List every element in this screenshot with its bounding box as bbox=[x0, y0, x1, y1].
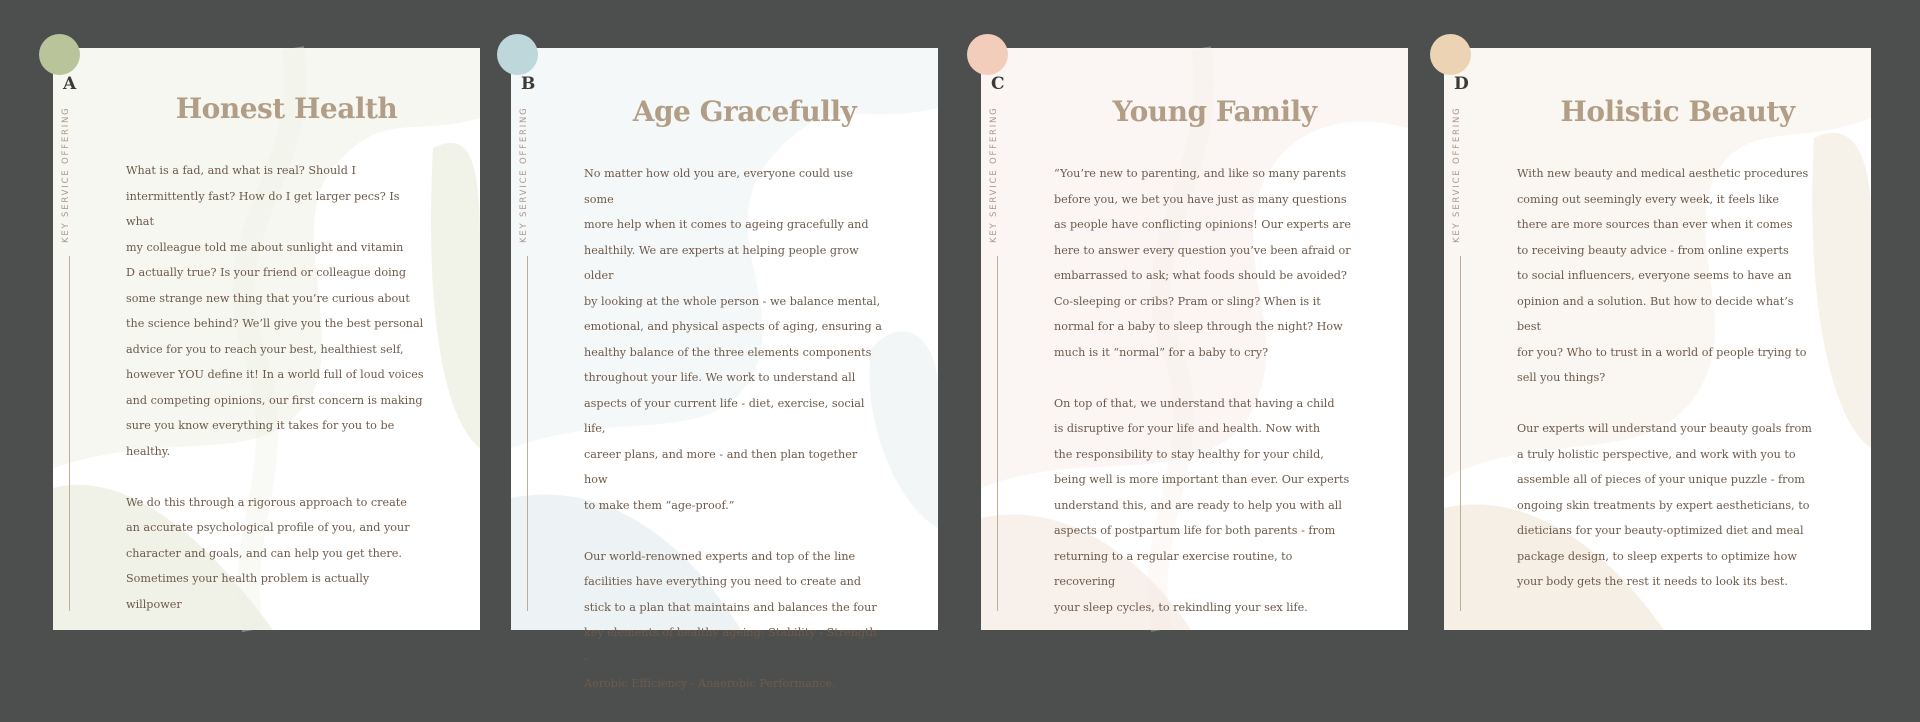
service-card-c bbox=[981, 48, 1408, 630]
body-paragraph: No matter how old you are, everyone could use some more help when it comes to ageing gracefully and healthily. We are experts at helping people grow older by looking at the whole person - we balance mental, emotional, and physical aspects of aging, ensuring a healthy balance of the three elements components throughout your life. We work to understand all aspects of your current life - diet, exercise, social life, career plans, and more - and then plan together how to make them “age-proof.” bbox=[584, 167, 882, 512]
body-paragraph: Our world-renowned experts and top of the line facilities have everything you need to create and stick to a plan that maintains and balances the four key elements of healthy ageing: Stability - Strength - Aerobic Efficiency - Anaerobic Performance. bbox=[584, 549, 877, 690]
body-paragraph: We do this through a rigorous approach to create an accurate psychological profile of you, and your character and goals, and can help you get there. Sometimes your health problem is actually willpower bbox=[126, 495, 410, 611]
wave-shape bbox=[431, 143, 480, 448]
card-body bbox=[1517, 161, 1817, 620]
body-paragraph: “You’re new to parenting, and like so many parents before you, we bet you have just as many questions as people have conflicting opinions! Our experts are here to answer every question you’ve been afraid or embarrassed to ask; what foods should be avoided? Co-sleeping or cribs? Pram or sling? When is it normal for a baby to sleep through the night? How much is it “normal” for a baby to cry? bbox=[1054, 167, 1352, 359]
letter-badge bbox=[1430, 34, 1471, 75]
service-card-a bbox=[53, 48, 480, 630]
body-paragraph: Our experts will understand your beauty goals from a truly holistic perspective, and work with you to assemble all of pieces of your unique puzzle - from ongoing skin treatments by expert aestheticians, to dieticians for your beauty-optimized diet and meal package design, to sleep experts to optimize how your body gets the rest it needs to look its best. bbox=[1517, 422, 1812, 588]
service-card-d bbox=[1444, 48, 1871, 630]
card-title: Holistic Beauty bbox=[1560, 95, 1795, 128]
card-body bbox=[584, 161, 884, 722]
body-paragraph: With new beauty and medical aesthetic procedures coming out seemingly every week, it feels like there are more sources than ever when it comes to receiving beauty advice - from online experts to social influencers, everyone seems to have an opinion and a solution. But how to decide what’s best for you? Who to trust in a world of people trying to sell you things? bbox=[1517, 167, 1809, 384]
accent-line bbox=[997, 256, 998, 611]
vertical-section-label: KEY SERVICE OFFERING bbox=[519, 106, 529, 243]
card-letter: B bbox=[521, 74, 536, 94]
vertical-section-label: KEY SERVICE OFFERING bbox=[61, 106, 71, 243]
card-body bbox=[1054, 161, 1354, 646]
service-card-b bbox=[511, 48, 938, 690]
letter-badge bbox=[967, 34, 1008, 75]
accent-line bbox=[1460, 256, 1461, 611]
body-paragraph: What is a fad, and what is real? Should I intermittently fast? How do I get larger pecs? Is what my colleague told me about sunlight and vitamin D actually true? Is your friend or colleague doing some strange new thing that you’re curious about the science behind? We’ll give you the best personal advice for you to reach your best, healthiest self, however YOU define it! In a world full of loud voices and competing opinions, our first concern is making sure you know everything it takes for you to be healthy. bbox=[126, 164, 424, 458]
accent-line bbox=[69, 256, 70, 611]
card-letter: D bbox=[1454, 74, 1469, 94]
wave-shape bbox=[1812, 133, 1871, 448]
card-letter: A bbox=[63, 74, 77, 94]
card-body bbox=[126, 158, 426, 643]
letter-badge bbox=[39, 34, 80, 75]
vertical-section-label: KEY SERVICE OFFERING bbox=[1452, 106, 1462, 243]
card-letter: C bbox=[991, 74, 1005, 94]
letter-badge bbox=[497, 34, 538, 75]
vertical-section-label: KEY SERVICE OFFERING bbox=[989, 106, 999, 243]
accent-line bbox=[527, 256, 528, 611]
card-title: Age Gracefully bbox=[632, 95, 857, 128]
body-paragraph: On top of that, we understand that having a child is disruptive for your life and health. Now with the responsibility to stay healthy for your child, being well is more important than ever. Our experts understand this, and are ready to help you with all aspects of postpartum life for both parents - from returning to a regular exercise routine, to recovering your sleep cycles, to rekindling your sex life. bbox=[1054, 396, 1350, 614]
card-title: Young Family bbox=[1112, 95, 1317, 128]
card-title: Honest Health bbox=[175, 92, 398, 125]
